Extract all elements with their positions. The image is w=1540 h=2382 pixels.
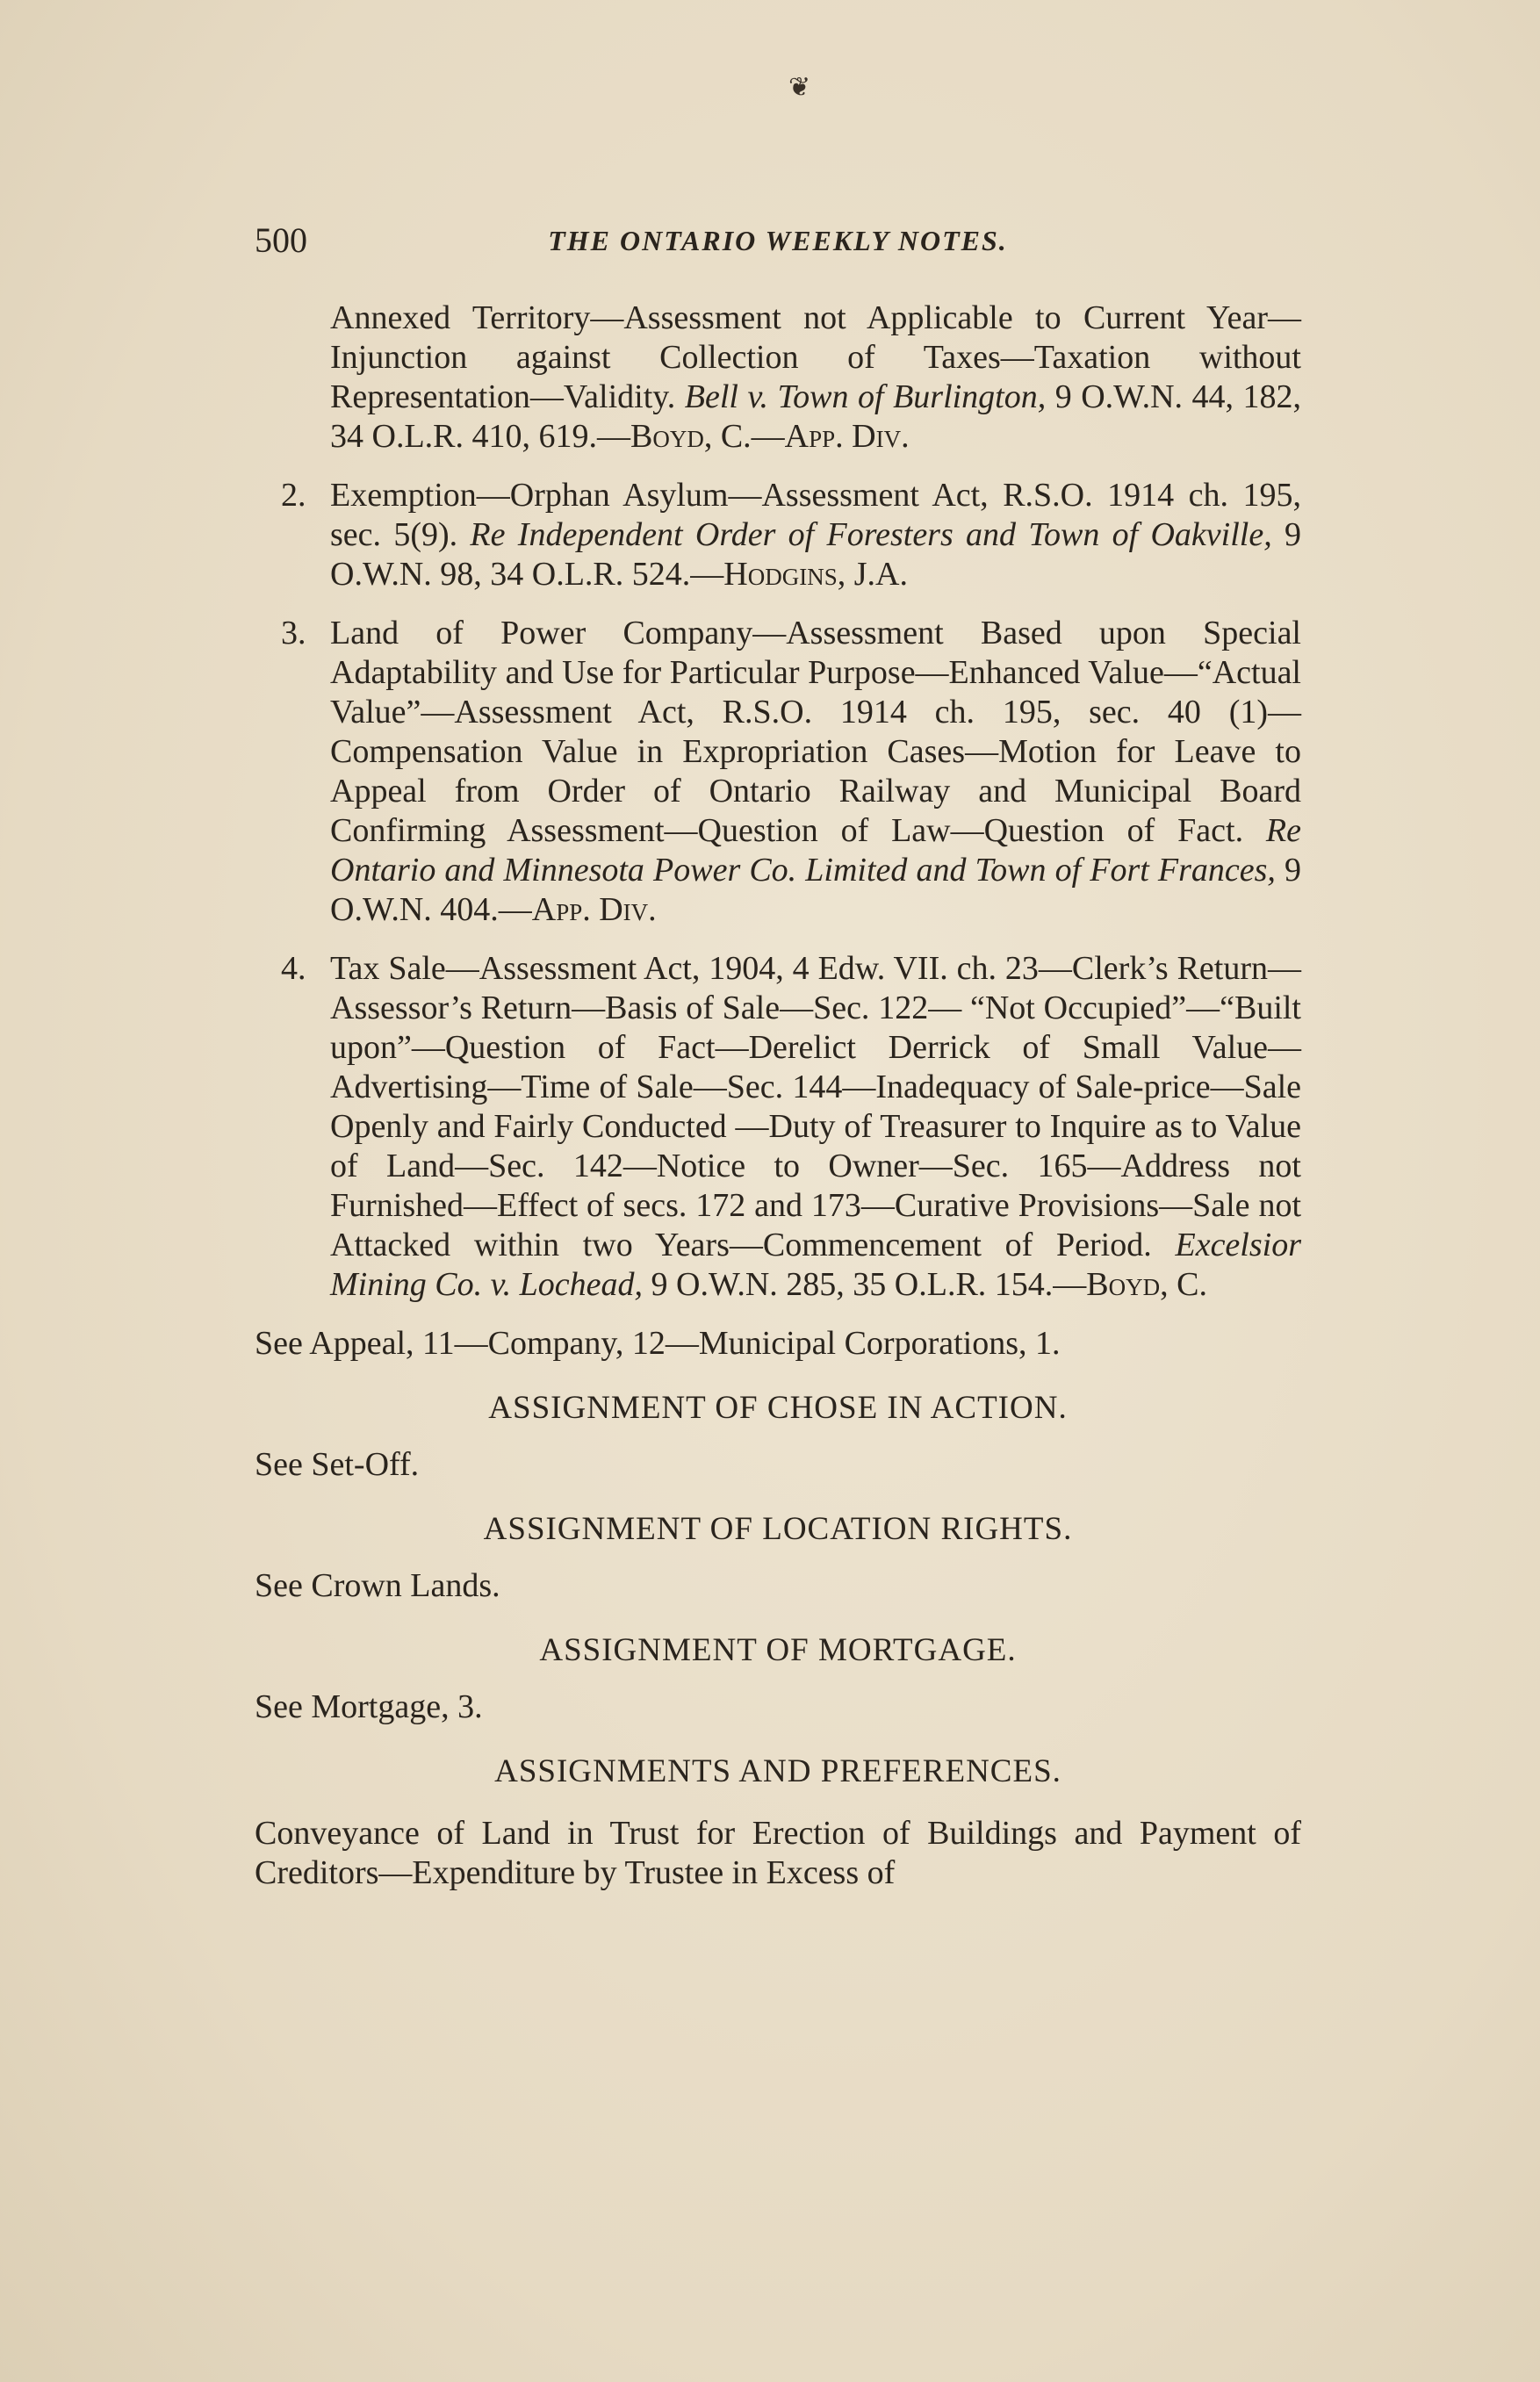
entry-number: 4.: [281, 950, 306, 987]
index-text: [255, 299, 1301, 1893]
judge: App. Div.: [531, 891, 657, 928]
see-also: See Mortgage, 3.: [255, 1688, 483, 1725]
index-entry: [255, 614, 1301, 930]
index-entry: [255, 949, 1301, 1305]
see-also: See Appeal, 11—Company, 12—Municipal Corporations, 1.: [255, 1325, 1061, 1362]
entry-text: Tax Sale—Assessment Act, 1904, 4 Edw. VII. ch. 23—Clerk’s Return—Assessor’s Return—Basis of Sale—Sec. 122— “Not Occupied”—“Built upon”—Question of Fact—Derelict Derrick of Small Value—Advertising—Time of Sale—Sec. 144—Inadequacy of Sale-price—Sale Openly and Fairly Conducted —Duty of Treasurer to Inquire as to Value of Land—Sec. 142—Notice to Owner—Sec. 165—Address not Furnished—Effect of secs. 172 and 173—Curative Provisions—Sale not Attacked within two Years—Commencement of Period.: [330, 950, 1301, 1263]
page-header: [255, 219, 1301, 263]
judge: Boyd, C.: [1086, 1266, 1207, 1303]
case-name: Re Independent Order of Foresters and Town of Oakville,: [470, 516, 1272, 553]
citation: 9 O.W.N. 404.—: [330, 852, 1302, 928]
see-also: See Set-Off.: [255, 1446, 420, 1483]
page-number: 500: [255, 220, 307, 260]
case-name: Bell v. Town of Burlington,: [684, 378, 1047, 415]
entry-number: 2.: [281, 477, 306, 514]
judge: Boyd, C.—App. Div.: [630, 418, 910, 455]
judge: Hodgins, J.A.: [723, 556, 908, 593]
citation: 9 O.W.N. 44, 182, 34 O.L.R. 410, 619.—: [330, 378, 1301, 455]
section-heading: ASSIGNMENT OF CHOSE IN ACTION.: [488, 1390, 1068, 1426]
entry-text: Exemption—Orphan Asylum—Assessment Act, R.S.O. 1914 ch. 195, sec. 5(9).: [330, 477, 1301, 553]
case-name: Excelsior Mining Co. v. Lochead,: [330, 1227, 1301, 1303]
case-name: Re Ontario and Minnesota Power Co. Limited and Town of Fort Frances,: [330, 812, 1301, 889]
index-entry: [255, 476, 1301, 594]
section-heading: ASSIGNMENT OF MORTGAGE.: [539, 1632, 1017, 1668]
entry-text: Land of Power Company—Assessment Based upon Special Adaptability and Use for Particular Purpose—Enhanced Value—“Actual Value”—Assessment Act, R.S.O. 1914 ch. 195, sec. 40 (1)—Compensation Value in Expropriation Cases—Motion for Leave to Appeal from Order of Ontario Railway and Municipal Board Confirming Assessment—Question of Law—Question of Fact.: [330, 615, 1301, 849]
citation: 9 O.W.N. 285, 35 O.L.R. 154.—: [643, 1266, 1087, 1303]
citation: 9 O.W.N. 98, 34 O.L.R. 524.—: [330, 516, 1301, 593]
section-heading: ASSIGNMENT OF LOCATION RIGHTS.: [483, 1511, 1073, 1547]
entry-number: 3.: [281, 615, 306, 651]
continued-entry: [330, 299, 1301, 457]
running-head: THE ONTARIO WEEKLY NOTES.: [548, 225, 1008, 256]
see-also: See Crown Lands.: [255, 1567, 500, 1604]
entry-text: Conveyance of Land in Trust for Erection of Buildings and Payment of Creditors—Expenditure by Trustee in Excess of: [255, 1815, 1301, 1891]
section-heading: ASSIGNMENTS AND PREFERENCES.: [494, 1753, 1061, 1789]
entry-text: Annexed Territory—Assessment not Applicable to Current Year—Injunction against Collection of Taxes—Taxation without Representation—Validity.: [330, 299, 1301, 415]
printer-mark: ❦: [788, 73, 811, 102]
